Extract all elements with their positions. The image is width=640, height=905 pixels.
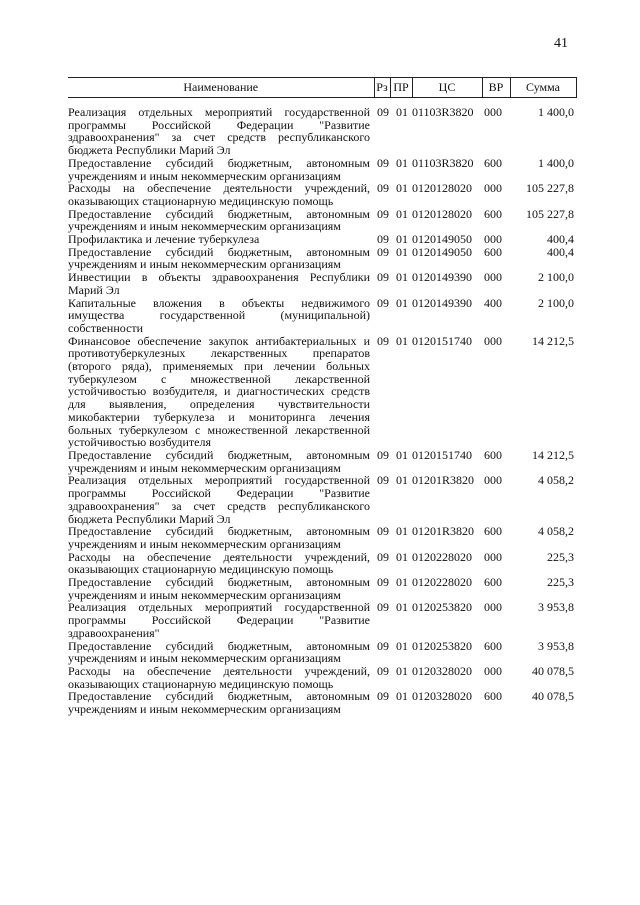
cell-vr: 000: [484, 600, 502, 615]
cell-sum: 400,4: [547, 244, 574, 259]
cell-sum: 1 400,0: [538, 105, 574, 119]
cell-sum: 40 078,5: [532, 689, 574, 704]
cell-rz: 09: [377, 663, 389, 678]
cell-pr: 01: [396, 155, 408, 170]
cell-vr: 600: [484, 689, 502, 704]
table-row: [68, 551, 576, 576]
cell-name: Капитальные вложения в объекты недвижимого имущества государственной (муниципальной) собственности: [68, 295, 370, 335]
cell-name: Предоставление субсидий бюджетным, автономным учреждениям и иным некоммерческим организациям: [68, 244, 370, 272]
header-cs: ЦС: [412, 78, 482, 98]
cell-rz: 09: [377, 295, 389, 310]
cell-sum: 2 100,0: [538, 270, 574, 285]
cell-name: Реализация отдельных мероприятий государственной программы Российской Федерации "Развитие здравоохранения": [68, 600, 370, 640]
cell-sum: 4 058,2: [538, 473, 574, 488]
table-row: [68, 665, 576, 690]
cell-vr: 600: [484, 244, 502, 259]
cell-pr: 01: [396, 638, 408, 653]
cell-pr: 01: [396, 473, 408, 488]
table-header-row: [68, 78, 576, 98]
cell-sum: 1 400,0: [538, 155, 574, 170]
cell-rz: 09: [377, 600, 389, 615]
cell-rz: 09: [377, 473, 389, 488]
cell-vr: 000: [484, 181, 502, 196]
cell-name: Профилактика и лечение туберкулеза: [68, 232, 260, 247]
cell-pr: 01: [396, 333, 408, 348]
cell-pr: 01: [396, 270, 408, 285]
cell-rz: 09: [377, 206, 389, 221]
header-sum: Сумма: [510, 78, 576, 98]
cell-cs: 0120328020: [412, 689, 472, 704]
cell-sum: 14 212,5: [532, 447, 574, 462]
cell-cs: 0120149390: [412, 270, 472, 285]
cell-rz: 09: [377, 244, 389, 259]
cell-rz: 09: [377, 689, 389, 704]
cell-sum: 400,4: [547, 232, 574, 247]
cell-name: Реализация отдельных мероприятий государственной программы Российской Федерации "Развитие здравоохранения" за счет средств республиканского бюджета Республики Марий Эл: [68, 473, 370, 526]
cell-name: Инвестиции в объекты здравоохранения Республики Марий Эл: [68, 270, 370, 297]
table-row: [68, 182, 576, 207]
cell-rz: 09: [377, 549, 389, 564]
cell-sum: 2 100,0: [538, 295, 574, 310]
cell-cs: 0120253820: [412, 600, 472, 615]
cell-name: Предоставление субсидий бюджетным, автономным учреждениям и иным некоммерческим организациям: [68, 638, 370, 666]
cell-rz: 09: [377, 333, 389, 348]
cell-sum: 3 953,8: [538, 600, 574, 615]
cell-pr: 01: [396, 575, 408, 590]
cell-sum: 105 227,8: [526, 181, 574, 196]
cell-pr: 01: [396, 244, 408, 259]
cell-rz: 09: [377, 638, 389, 653]
table-row: [68, 271, 576, 296]
cell-cs: 0120128020: [412, 181, 472, 196]
cell-pr: 01: [396, 295, 408, 310]
cell-vr: 400: [484, 295, 502, 310]
cell-name: Предоставление субсидий бюджетным, автономным учреждениям и иным некоммерческим организациям: [68, 689, 370, 717]
cell-name: Предоставление субсидий бюджетным, автономным учреждениям и иным некоммерческим организациям: [68, 575, 370, 602]
cell-vr: 000: [484, 549, 502, 564]
cell-name: Финансовое обеспечение закупок антибактериальных и противотуберкулезных лекарственных препаратов (второго ряда), применяемых при лечении больных туберкулезом с множественной лекарственной устойчивостью возбудителя, и диагностических средств для выявления, определения чувствительности микобактерии туберкулеза и мониторинга лечения больных туберкулезом с множественной лекарственной устойчивостью возбудителя: [68, 333, 370, 450]
table-row: [68, 601, 576, 639]
cell-cs: 01103R3820: [412, 155, 474, 170]
cell-cs: 0120228020: [412, 549, 472, 564]
budget-table: [68, 77, 577, 716]
header-name: Наименование: [68, 78, 374, 98]
table-row: [68, 246, 576, 271]
cell-pr: 01: [396, 524, 408, 539]
cell-vr: 600: [484, 638, 502, 653]
cell-rz: 09: [377, 575, 389, 590]
cell-sum: 225,3: [547, 549, 574, 564]
cell-rz: 09: [377, 181, 389, 196]
cell-cs: 0120228020: [412, 575, 472, 590]
cell-vr: 600: [484, 575, 502, 590]
cell-cs: 0120328020: [412, 663, 472, 678]
table-row: [68, 335, 576, 449]
cell-rz: 09: [377, 155, 389, 170]
cell-cs: 0120253820: [412, 638, 472, 653]
cell-cs: 0120128020: [412, 206, 472, 221]
cell-sum: 3 953,8: [538, 638, 574, 653]
cell-vr: 000: [484, 270, 502, 285]
cell-vr: 000: [484, 663, 502, 678]
cell-pr: 01: [396, 549, 408, 564]
cell-name: Предоставление субсидий бюджетным, автономным учреждениям и иным некоммерческим организациям: [68, 206, 370, 234]
table-row: [68, 474, 576, 525]
table-row: [68, 525, 576, 550]
cell-vr: 000: [484, 105, 502, 119]
header-rz: Рз: [374, 78, 390, 98]
cell-vr: 600: [484, 447, 502, 462]
cell-sum: 4 058,2: [538, 524, 574, 539]
table-row: [68, 449, 576, 474]
page-number: 41: [554, 36, 568, 51]
cell-name: Расходы на обеспечение деятельности учреждений, оказывающих стационарную медицинскую помощь: [68, 181, 370, 208]
cell-sum: 40 078,5: [532, 663, 574, 678]
cell-pr: 01: [396, 600, 408, 615]
cell-sum: 225,3: [547, 575, 574, 590]
table-row: [68, 157, 576, 182]
header-pr: ПР: [390, 78, 412, 98]
cell-cs: 01103R3820: [412, 105, 474, 119]
cell-cs: 0120149390: [412, 295, 472, 310]
cell-vr: 600: [484, 155, 502, 170]
cell-pr: 01: [396, 232, 408, 247]
table-row: [68, 208, 576, 233]
cell-pr: 01: [396, 105, 408, 119]
cell-cs: 0120149050: [412, 232, 472, 247]
cell-cs: 0120149050: [412, 244, 472, 259]
cell-rz: 09: [377, 270, 389, 285]
cell-pr: 01: [396, 206, 408, 221]
cell-vr: 000: [484, 473, 502, 488]
cell-name: Предоставление субсидий бюджетным, автономным учреждениям и иным некоммерческим организациям: [68, 447, 370, 475]
cell-name: Предоставление субсидий бюджетным, автономным учреждениям и иным некоммерческим организациям: [68, 524, 370, 551]
cell-cs: 0120151740: [412, 447, 472, 462]
cell-name: Предоставление субсидий бюджетным, автономным учреждениям и иным некоммерческим организациям: [68, 155, 370, 183]
cell-pr: 01: [396, 447, 408, 462]
cell-sum: 14 212,5: [532, 333, 574, 348]
cell-vr: 000: [484, 333, 502, 348]
cell-name: Реализация отдельных мероприятий государственной программы Российской Федерации "Развитие здравоохранения" за счет средств республиканского бюджета Республики Марий Эл: [68, 105, 370, 158]
cell-cs: 0120151740: [412, 333, 472, 348]
cell-pr: 01: [396, 663, 408, 678]
cell-rz: 09: [377, 105, 389, 119]
cell-name: Расходы на обеспечение деятельности учреждений, оказывающих стационарную медицинскую помощь: [68, 663, 370, 691]
cell-vr: 600: [484, 524, 502, 539]
cell-vr: 000: [484, 232, 502, 247]
cell-rz: 09: [377, 232, 389, 247]
cell-pr: 01: [396, 181, 408, 196]
cell-rz: 09: [377, 524, 389, 539]
cell-rz: 09: [377, 447, 389, 462]
cell-vr: 600: [484, 206, 502, 221]
table-row: [68, 576, 576, 601]
cell-cs: 01201R3820: [412, 473, 475, 488]
header-vr: ВР: [482, 78, 510, 98]
table-row: [68, 98, 576, 157]
cell-cs: 01201R3820: [412, 524, 475, 539]
table-row: [68, 233, 576, 246]
table-row: [68, 690, 576, 715]
cell-sum: 105 227,8: [526, 206, 574, 221]
cell-name: Расходы на обеспечение деятельности учреждений, оказывающих стационарную медицинскую помощь: [68, 549, 370, 577]
table-row: [68, 640, 576, 665]
cell-pr: 01: [396, 689, 408, 704]
table-body: [68, 98, 576, 716]
table-row: [68, 297, 576, 335]
